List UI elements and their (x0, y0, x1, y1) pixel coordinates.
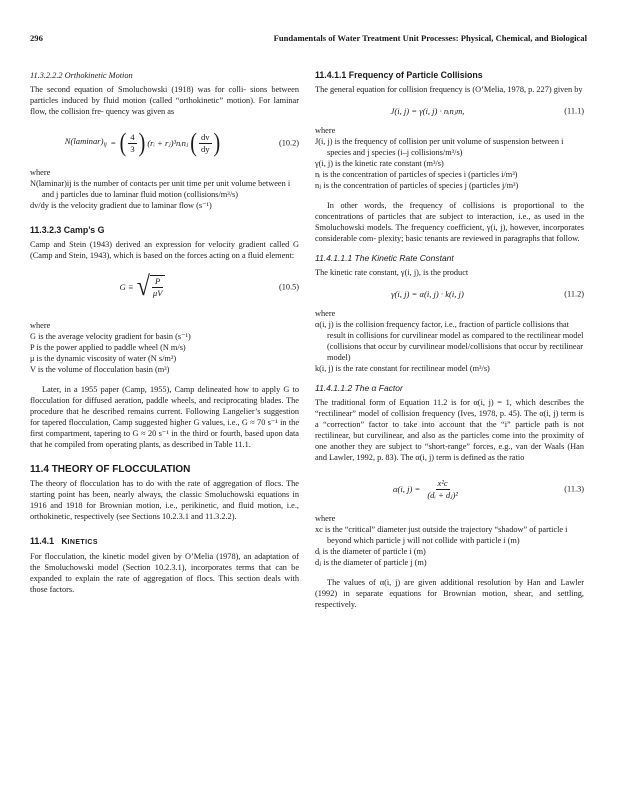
page-number: 296 (30, 33, 43, 43)
paragraph-orthokinetic: The second equation of Smoluchowski (1918) was for colli- sions between particles induced by fluid motion (called “orthokinetic” motion). For laminar flow, the collision fre- quency was given as (30, 85, 299, 116)
eq-fraction-4-3: $\frac{4}{3}$ (130, 131, 135, 154)
where-label: where (30, 321, 51, 330)
paragraph-camp-stein: Camp and Stein (1943) derived an expression for velocity gradient called G (Camp and Stein, 1943), which is based on the forces acting on a fluid element: (30, 240, 299, 260)
definition-item: J(i, j) is the frequency of collision per unit volume of suspension between i species and j species (i–j collisions/m³/s) (315, 137, 564, 157)
equation-11-2 (315, 284, 584, 304)
definition-item: γ(i, j) is the kinetic rate constant (m³/s) (315, 159, 444, 168)
heading-theory-of-flocculation: 11.4 THEORY OF FLOCCULATION (30, 464, 191, 475)
definition-item: nⱼ is the concentration of particles of species j (particles j/m³) (315, 181, 519, 190)
eq-lhs: G ≡ (119, 281, 134, 292)
equation-label: (10.2) (278, 138, 299, 148)
definition-item: dⱼ is the diameter of particle j (m) (315, 558, 427, 567)
definition-item: xc is the “critical” diameter just outside the trajectory “shadow” of particle i beyond which particle j will not collide with particle i (m) (315, 525, 568, 545)
equation-label: (11.3) (564, 484, 584, 494)
where-label: where (315, 309, 336, 318)
running-header (30, 33, 587, 47)
right-column (315, 70, 584, 610)
where-label: where (315, 514, 336, 523)
equation-label: (11.1) (564, 106, 584, 116)
eq-square-root: √ P μV (137, 275, 166, 299)
definition-item: G is the average velocity gradient for basin (s⁻¹) (30, 332, 191, 341)
equation-11-3 (315, 469, 584, 509)
definition-item: α(i, j) is the collision frequency factor, i.e., fraction of particle collisions that result in collisions for curvilinear model as compared to the rectilinear model (collisions that occur by curvilinear model/collisions that occur by rectilinear model) (315, 320, 584, 362)
eq-ratio: $\frac{\text{x²c}}{\text{(dᵢ + dⱼ)²}}$ (427, 477, 458, 500)
equation-11-1 (315, 101, 584, 121)
heading-orthokinetic-motion: 11.3.2.2.2 Orthokinetic Motion (30, 71, 133, 80)
paragraph-alpha-factor: The traditional form of Equation 11.2 is for α(i, j) = 1, which describes the “rectilinear” model of collision frequency (Ives, 1978, p. 45). The α(i, j) term is a “correction” factor to take into account that the “i” particle path is not rectilinear, but curvilinear, and also as the particles come into the proximity of one another they are subject to “short-range” forces, e.g., van der Waals (Han and Lawler, 1992, p. 83). The α(i, j) term is defined as the ratio (315, 398, 584, 462)
definition-item: dᵢ is the diameter of particle i (m) (315, 547, 426, 556)
equation-label: (10.5) (278, 282, 299, 292)
paragraph-collision-frequency: The general equation for collision frequency is (O’Melia, 1978, p. 227) given by (315, 85, 583, 94)
heading-alpha-factor: 11.4.1.1.2 The α Factor (315, 383, 403, 393)
definition-item: μ is the dynamic viscosity of water (N s/m²) (30, 354, 177, 363)
equation-10-2: $N(laminar)_{ij}$ = ( $\frac{4}{3}$ ) (rᵢ + rⱼ)³nᵢnⱼ ( $\frac{dv}{dy}$ ) (10.2) (64, 128, 299, 158)
running-title: Fundamentals of Water Treatment Unit Processes: Physical, Chemical, and Biological (273, 33, 587, 43)
definition-item: P is the power applied to paddle wheel (N m/s) (30, 343, 186, 352)
definition-item: N(laminar)ij is the number of contacts per unit time per unit volume between i and j particles due to laminar fluid motion (collisions/m³/s) (30, 179, 291, 199)
paragraph-kinetics: For flocculation, the kinetic model given by O’Melia (1978), an adaptation of the Smoluchowski model (Section 10.2.3.1), incorporates terms that can be expanded to explain the rate of aggregation of flocs. This section deals with those factors. (30, 552, 299, 594)
heading-kinetic-rate-constant: 11.4.1.1.1 The Kinetic Rate Constant (315, 253, 454, 263)
equation-label: (11.2) (564, 289, 584, 299)
paragraph-camp-1955: Later, in a 1955 paper (Camp, 1955), Camp delineated how to apply G to flocculation for diffused aeration, paddle wheels, and reciprocating blades. The procedure that he described remains current. Following Langelier’s suggestion for tapered flocculation, Camp suggested higher G values, i.e., G ≈ 70 s⁻¹ in the first compartment, tapering to G ≈ 20 s⁻¹ in the third or fourth, based upon data that he compiled from operating plants, as described in Table 11.1. (30, 385, 299, 449)
definition-item: V is the volume of flocculation basin (m³) (30, 365, 170, 374)
definition-item: dv/dy is the velocity gradient due to laminar flow (s⁻¹) (30, 201, 212, 210)
paragraph-alpha-values: The values of α(i, j) are given additional resolution by Han and Lawler (1992) in separate equations for Brownian motion, shear, and settling, respectively. (315, 578, 584, 609)
definition-item: nᵢ is the concentration of particles of species i (particles i/m³) (315, 170, 518, 179)
paragraph-kinetic-rate: The kinetic rate constant, γ(i, j), is the product (315, 268, 469, 277)
heading-frequency-of-collisions: 11.4.1.1 Frequency of Particle Collisions (315, 70, 483, 80)
where-label: where (30, 168, 51, 177)
eq-body: J(i, j) = γ(i, j) · nᵢnⱼm, (390, 105, 465, 116)
eq-lhs: $N(laminar)_{ij}$ (64, 135, 107, 148)
eq-radius-term: (rᵢ + rⱼ)³nᵢnⱼ (147, 137, 189, 148)
left-column (30, 70, 299, 595)
eq-velocity-gradient: $\frac{dv}{dy}$ (200, 131, 210, 154)
equation-10-5 (30, 267, 299, 307)
paragraph-proportional: In other words, the frequency of collisions is proportional to the concentrations of particles that are subject to interaction, i.e., as used in the Smoluchowski models. The frequency coefficient, γ(i, j), however, incorporates considerable com- plexity; basic tenants are reviewed in paragraphs that follow. (315, 201, 584, 243)
eq-lhs: α(i, j) = (393, 483, 421, 494)
heading-kinetics: 11.4.1 KINETICS (30, 536, 98, 546)
definition-item: k(i, j) is the rate constant for rectilinear model (m³/s) (315, 364, 490, 373)
where-label: where (315, 126, 336, 135)
eq-body: γ(i, j) = α(i, j) · k(i, j) (391, 288, 464, 299)
paragraph-theory: The theory of flocculation has to do with the rate of aggregation of flocs. The starting point has been, nearly always, the classic Smoluchowski equations in 1916 and 1918 for Brownian motion, i.e., perikinetic, and fluid motion, i.e., orthokinetic, respectively (see Sections 10.2.3.1 and 11.3.2.2). (30, 479, 299, 521)
heading-camps-g: 11.3.2.3 Camp’s G (30, 225, 105, 235)
